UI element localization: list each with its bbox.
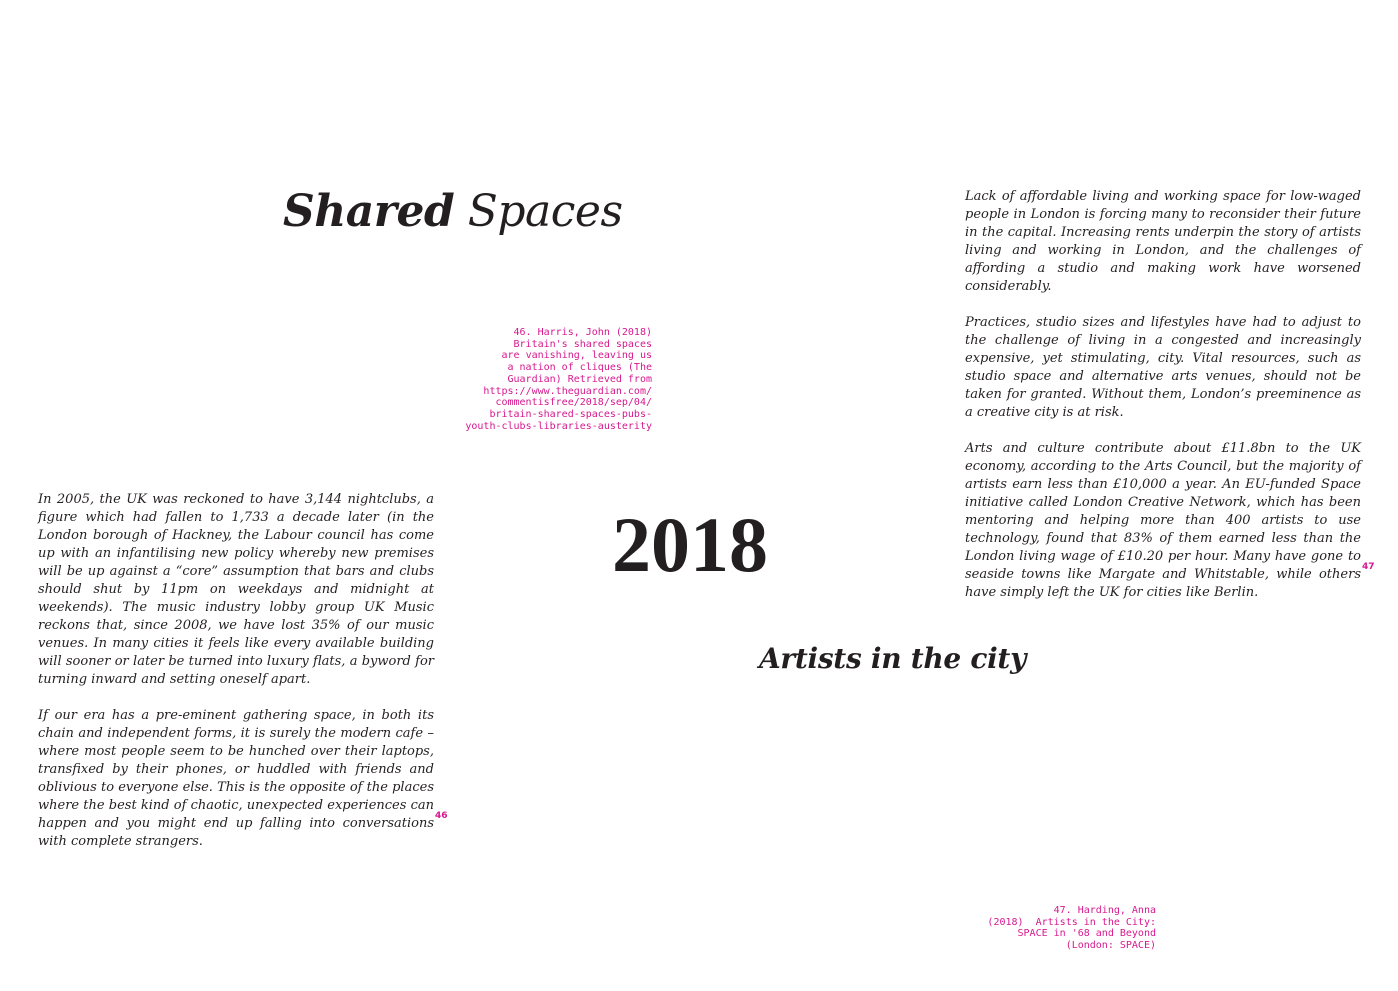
title-bold-word: Shared (283, 186, 455, 237)
right-paragraph-1: Lack of affordable living and working space for low-waged people in London is forcing many to reconsider their future in the capital. Increasing rents underpin the story of artists living and working in London, and the challenges of affording a studio and making work have worsened considerably. (965, 189, 1361, 294)
section-subheading: Artists in the city (759, 642, 1027, 675)
right-paragraph-2: Practices, studio sizes and lifestyles have had to adjust to the challenge of living in a congested and increasingly expensive, yet stimulating, city. Vital resources, such as studio space and alternative arts venues, should not be taken for granted. Without them, London’s preeminence as a creative city is at risk. (965, 315, 1361, 420)
footnote-46: 46. Harris, John (2018) Britain's shared spaces are vanishing, leaving us a nation of cliques (The Guardian) Retrieved from https://www.theguardian.com/ commentisfree/2018/sep/04/ britain-shared-spaces-pubs- youth-clubs-libraries-austerity (465, 327, 652, 432)
left-paragraph-2: If our era has a pre-eminent gathering space, in both its chain and independent forms, it is surely the modern cafe – where most people seem to be hunched over their laptops, transfixed by their phones, or huddled with friends and oblivious to everyone else. This is the opposite of the places where the best kind of chaotic, unexpected experiences can happen and you might end up falling into conversations with complete strangers. (38, 708, 434, 849)
right-column (965, 188, 1361, 620)
left-paragraph-1: In 2005, the UK was reckoned to have 3,144 nightclubs, a figure which had fallen to 1,733 a decade later (in the London borough of Hackney, the Labour council has come up with an infantilising new policy whereby new premises will be up against a “core” assumption that bars and clubs should shut by 11pm on weekdays and midnight at weekends). The music industry lobby group UK Music reckons that, since 2008, we have lost 35% of our music venues. In many cities it feels like every available building will sooner or later be turned into luxury flats, a byword for turning inward and setting oneself apart. (38, 492, 434, 687)
page-title (283, 182, 623, 242)
page-number-46: 46 (435, 811, 448, 821)
title-light-word: Spaces (467, 186, 623, 237)
left-column (38, 491, 434, 869)
right-paragraph-3: Arts and culture contribute about £11.8bn to the UK economy, according to the Arts Council, but the majority of artists earn less than £10,000 a year. An EU-funded Space initiative called London Creative Network, which has been mentoring and helping more than 400 artists to use technology, found that 83% of them earned less than the London living wage of £10.20 per hour. Many have gone to seaside towns like Margate and Whitstable, while others have simply left the UK for cities like Berlin. (965, 441, 1361, 600)
page-number-47: 47 (1362, 562, 1375, 572)
year-heading: 2018 (612, 501, 768, 588)
footnote-47: 47. Harding, Anna (2018) Artists in the City: SPACE in '68 and Beyond (London: SPACE) (987, 905, 1156, 952)
